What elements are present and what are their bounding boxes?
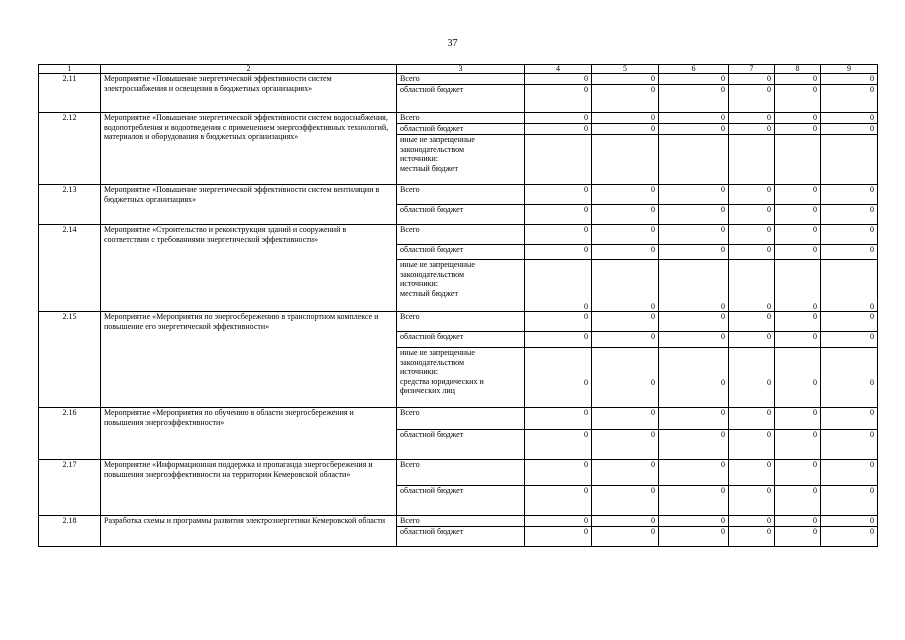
value-cell: 0 [775, 113, 821, 124]
value-cell: 0 [729, 185, 775, 205]
value-cell: 0 [525, 486, 592, 516]
table-row [39, 113, 878, 124]
column-header: 3 [397, 65, 525, 74]
row-code: 2.15 [39, 312, 101, 408]
source-label [397, 135, 525, 185]
source-local: местный бюджет [400, 288, 458, 298]
source-label: Всего [397, 516, 525, 527]
value-cell: 0 [525, 408, 592, 430]
source-local: местный бюджет [400, 163, 458, 173]
value-cell [729, 135, 775, 185]
value-cell: 0 [775, 348, 821, 408]
value-cell: 0 [525, 85, 592, 113]
value-cell: 0 [821, 430, 878, 460]
value-cell: 0 [525, 225, 592, 245]
row-code: 2.13 [39, 185, 101, 225]
source-other-line: источники: [400, 154, 438, 163]
table-row [39, 460, 878, 486]
header-row [39, 65, 878, 74]
source-other-line: законодательством [400, 144, 465, 154]
value-cell: 0 [592, 205, 659, 225]
column-header: 5 [592, 65, 659, 74]
source-label: Всего [397, 225, 525, 245]
value-cell: 0 [729, 74, 775, 85]
value-cell: 0 [659, 113, 729, 124]
value-cell: 0 [775, 430, 821, 460]
row-code: 2.12 [39, 113, 101, 185]
source-label [397, 348, 525, 408]
value-cell: 0 [525, 516, 592, 527]
source-label: Всего [397, 185, 525, 205]
value-cell: 0 [729, 430, 775, 460]
value-cell: 0 [821, 245, 878, 260]
source-label: Всего [397, 74, 525, 85]
column-header: 4 [525, 65, 592, 74]
value-cell: 0 [592, 260, 659, 312]
row-description: Мероприятие «Повышение энергетической эффективности систем вентиляции в бюджетных организациях» [101, 185, 397, 225]
value-cell: 0 [821, 312, 878, 332]
source-other-line: иные не запрещенные [400, 260, 475, 269]
value-cell: 0 [821, 74, 878, 85]
value-cell: 0 [525, 312, 592, 332]
value-cell: 0 [775, 85, 821, 113]
value-cell: 0 [821, 185, 878, 205]
value-cell: 0 [592, 85, 659, 113]
row-description: Мероприятие «Мероприятия по энергосбережению в транспортном комплексе и повышение его энергетической эффективности» [101, 312, 397, 408]
value-cell: 0 [659, 185, 729, 205]
row-description: Мероприятие «Повышение энергетической эффективности систем водоснабжения, водопотребления и водоотведения с применением энергоэффективных технологий, материалов и оборудования в бюджетных организациях» [101, 113, 397, 185]
value-cell: 0 [729, 260, 775, 312]
value-cell: 0 [729, 113, 775, 124]
value-cell: 0 [659, 460, 729, 486]
value-cell: 0 [659, 124, 729, 135]
value-cell: 0 [525, 260, 592, 312]
source-legal-line: физических лиц [400, 386, 455, 395]
value-cell: 0 [592, 245, 659, 260]
source-label: областной бюджет [397, 527, 525, 547]
value-cell [525, 135, 592, 185]
value-cell [592, 135, 659, 185]
value-cell: 0 [659, 486, 729, 516]
source-other-line: источники: [400, 367, 438, 376]
source-label: областной бюджет [397, 124, 525, 135]
row-description: Мероприятие «Информационная поддержка и пропаганда энергосбережения и повышения энергоэффективности на территории Кемеровской области» [101, 460, 397, 516]
value-cell: 0 [821, 205, 878, 225]
row-description: Мероприятие «Строительство и реконструкция зданий и сооружений в соответствии с требованиями энергетической эффективности» [101, 225, 397, 312]
row-code: 2.14 [39, 225, 101, 312]
column-header: 1 [39, 65, 101, 74]
value-cell: 0 [775, 408, 821, 430]
table-row [39, 74, 878, 85]
value-cell: 0 [592, 348, 659, 408]
value-cell: 0 [659, 332, 729, 348]
value-cell: 0 [659, 348, 729, 408]
source-other-line: иные не запрещенные [400, 348, 475, 357]
value-cell: 0 [775, 486, 821, 516]
value-cell: 0 [525, 332, 592, 348]
value-cell: 0 [659, 225, 729, 245]
value-cell: 0 [729, 408, 775, 430]
row-code: 2.18 [39, 516, 101, 547]
source-label: областной бюджет [397, 205, 525, 225]
table-row [39, 408, 878, 430]
value-cell: 0 [729, 348, 775, 408]
column-header: 7 [729, 65, 775, 74]
source-label: областной бюджет [397, 486, 525, 516]
value-cell: 0 [659, 516, 729, 527]
column-header: 8 [775, 65, 821, 74]
row-code: 2.17 [39, 460, 101, 516]
source-label: областной бюджет [397, 245, 525, 260]
value-cell: 0 [775, 245, 821, 260]
source-label [397, 260, 525, 312]
table-row [39, 516, 878, 527]
value-cell: 0 [592, 332, 659, 348]
value-cell: 0 [775, 516, 821, 527]
value-cell: 0 [775, 460, 821, 486]
value-cell [659, 135, 729, 185]
value-cell: 0 [592, 312, 659, 332]
source-label: областной бюджет [397, 85, 525, 113]
value-cell: 0 [659, 85, 729, 113]
row-code: 2.11 [39, 74, 101, 113]
value-cell: 0 [775, 185, 821, 205]
row-description: Мероприятие «Мероприятия по обучению в области энергосбережения и повышения энергоэффективности» [101, 408, 397, 460]
value-cell: 0 [821, 516, 878, 527]
column-header: 9 [821, 65, 878, 74]
value-cell: 0 [821, 408, 878, 430]
value-cell: 0 [821, 527, 878, 547]
value-cell: 0 [592, 430, 659, 460]
value-cell: 0 [729, 516, 775, 527]
value-cell: 0 [592, 225, 659, 245]
value-cell: 0 [821, 85, 878, 113]
value-cell: 0 [659, 245, 729, 260]
source-label: Всего [397, 408, 525, 430]
funding-table [38, 64, 878, 547]
value-cell [775, 135, 821, 185]
value-cell: 0 [729, 460, 775, 486]
value-cell: 0 [821, 113, 878, 124]
value-cell: 0 [659, 205, 729, 225]
source-legal-line: средства юридических и [400, 376, 484, 386]
row-code: 2.16 [39, 408, 101, 460]
source-other-line: иные не запрещенные [400, 135, 475, 144]
value-cell: 0 [821, 486, 878, 516]
value-cell: 0 [729, 527, 775, 547]
value-cell: 0 [659, 527, 729, 547]
value-cell: 0 [729, 124, 775, 135]
value-cell: 0 [821, 460, 878, 486]
value-cell: 0 [821, 260, 878, 312]
value-cell: 0 [525, 74, 592, 85]
source-label: Всего [397, 312, 525, 332]
source-label: областной бюджет [397, 430, 525, 460]
value-cell: 0 [775, 205, 821, 225]
source-label: областной бюджет [397, 332, 525, 348]
value-cell: 0 [525, 113, 592, 124]
value-cell: 0 [592, 124, 659, 135]
row-description: Мероприятие «Повышение энергетической эффективности систем электроснабжения и освещения в бюджетных организациях» [101, 74, 397, 113]
value-cell: 0 [525, 527, 592, 547]
value-cell: 0 [659, 74, 729, 85]
value-cell: 0 [592, 486, 659, 516]
value-cell: 0 [775, 260, 821, 312]
value-cell: 0 [592, 527, 659, 547]
value-cell: 0 [821, 225, 878, 245]
value-cell: 0 [659, 408, 729, 430]
value-cell: 0 [525, 430, 592, 460]
value-cell: 0 [729, 312, 775, 332]
value-cell: 0 [592, 516, 659, 527]
value-cell: 0 [821, 332, 878, 348]
table-row [39, 225, 878, 245]
column-header: 2 [101, 65, 397, 74]
row-description: Разработка схемы и программы развития электроэнергетики Кемеровской области [101, 516, 397, 547]
value-cell: 0 [775, 332, 821, 348]
page-number: 37 [447, 38, 458, 49]
value-cell: 0 [525, 185, 592, 205]
value-cell: 0 [659, 430, 729, 460]
value-cell [821, 135, 878, 185]
value-cell: 0 [525, 460, 592, 486]
value-cell: 0 [592, 113, 659, 124]
value-cell: 0 [775, 124, 821, 135]
value-cell: 0 [775, 74, 821, 85]
value-cell: 0 [525, 348, 592, 408]
source-label: Всего [397, 113, 525, 124]
value-cell: 0 [821, 124, 878, 135]
value-cell: 0 [525, 205, 592, 225]
source-other-line: источники: [400, 279, 438, 288]
value-cell: 0 [525, 245, 592, 260]
value-cell: 0 [729, 486, 775, 516]
value-cell: 0 [592, 460, 659, 486]
value-cell: 0 [592, 185, 659, 205]
source-other-line: законодательством [400, 357, 465, 367]
source-other-line: законодательством [400, 269, 465, 279]
value-cell: 0 [659, 260, 729, 312]
value-cell: 0 [729, 205, 775, 225]
value-cell: 0 [659, 312, 729, 332]
source-label: Всего [397, 460, 525, 486]
value-cell: 0 [775, 312, 821, 332]
value-cell: 0 [729, 332, 775, 348]
value-cell: 0 [729, 225, 775, 245]
value-cell: 0 [775, 225, 821, 245]
value-cell: 0 [592, 74, 659, 85]
table-row [39, 312, 878, 332]
value-cell: 0 [729, 245, 775, 260]
value-cell: 0 [592, 408, 659, 430]
value-cell: 0 [821, 348, 878, 408]
value-cell: 0 [525, 124, 592, 135]
table-row [39, 185, 878, 205]
column-header: 6 [659, 65, 729, 74]
value-cell: 0 [775, 527, 821, 547]
value-cell: 0 [729, 85, 775, 113]
